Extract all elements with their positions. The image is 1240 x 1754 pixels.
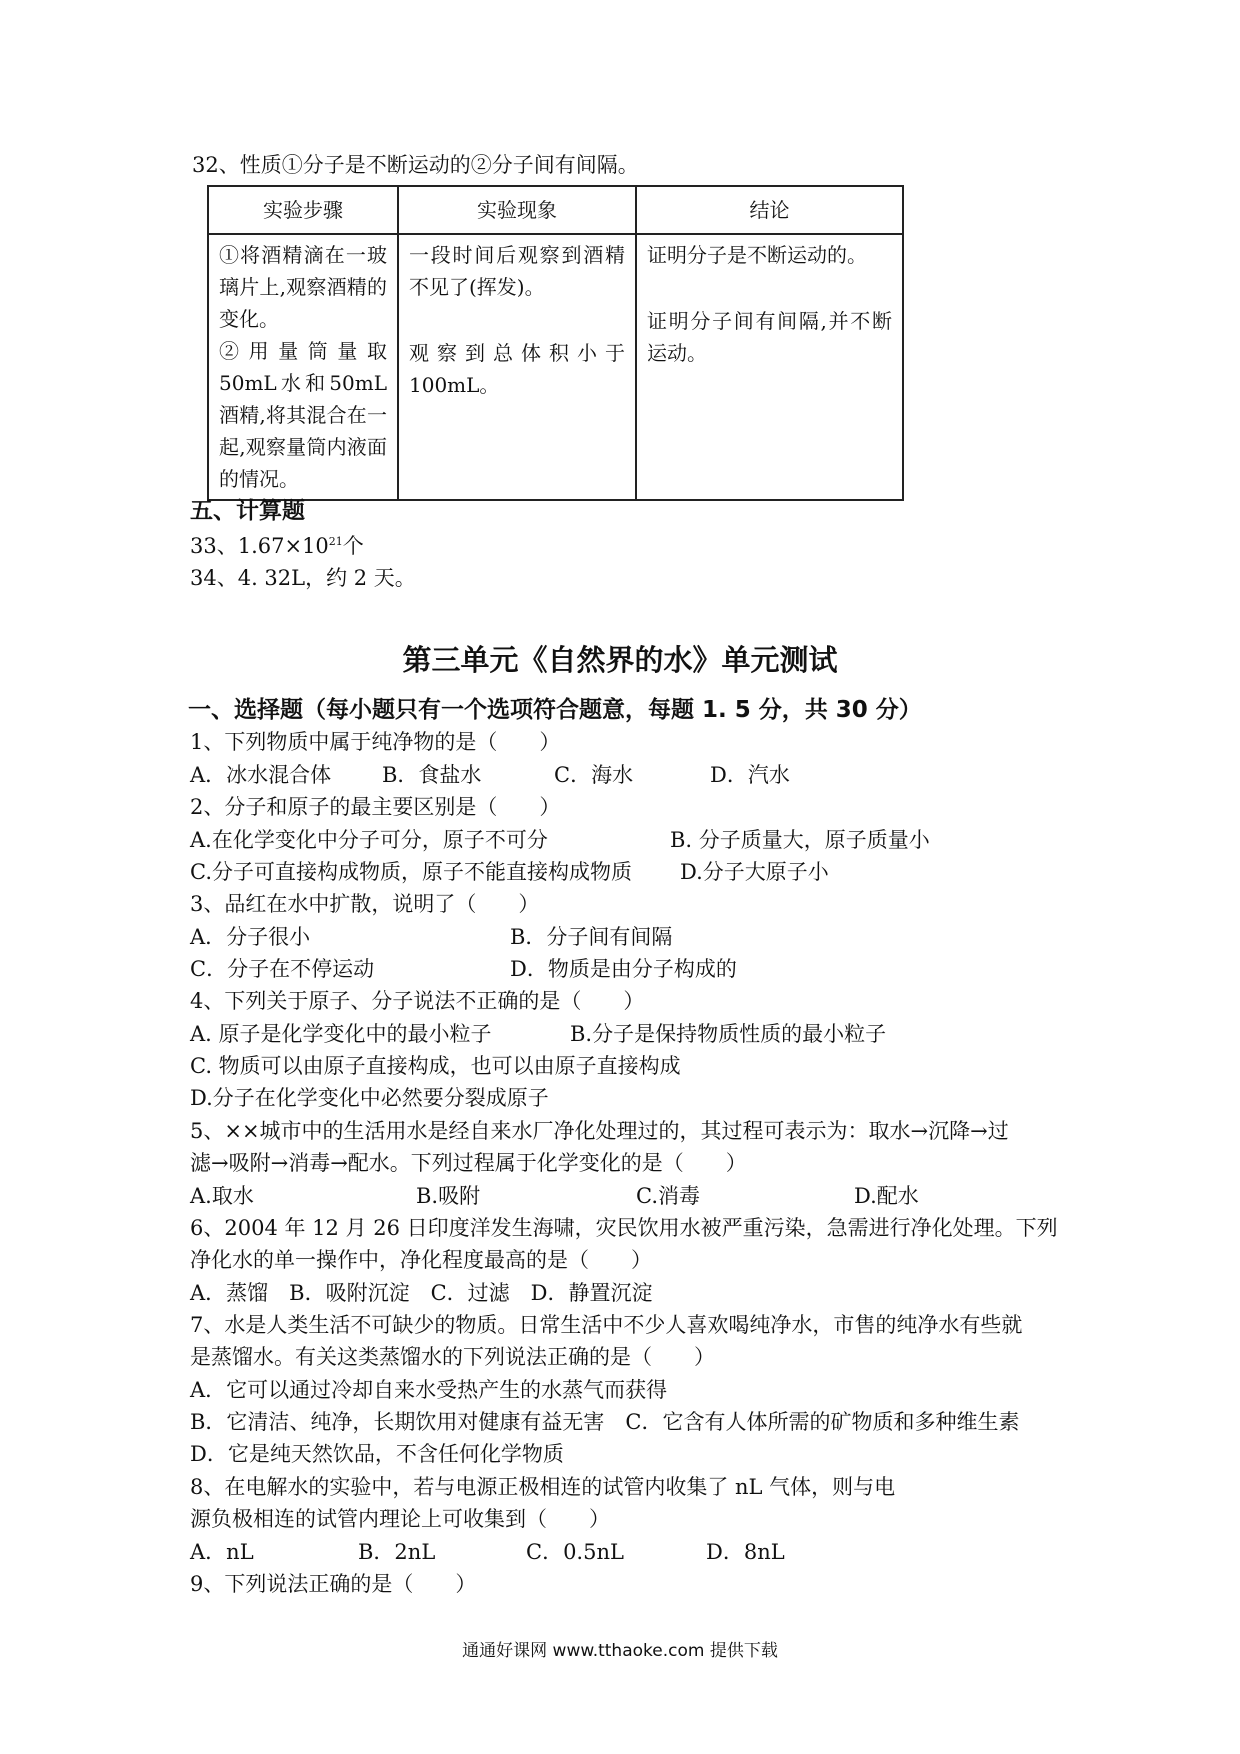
option: B．2nL <box>358 1540 436 1564</box>
q5-options <box>190 1181 919 1211</box>
option: C.消毒 <box>636 1184 700 1208</box>
q3-option-b: B．分子间有间隔 <box>510 925 673 949</box>
q9: 9、下列说法正确的是（ ） <box>190 1572 477 1596</box>
q7-option-a: A．它可以通过冷却自来水受热产生的水蒸气而获得 <box>190 1378 668 1402</box>
q33-unit: 个 <box>342 534 364 558</box>
q5-line-1: 5、××城市中的生活用水是经自来水厂净化处理过的，其过程可表示为：取水→沉降→过 <box>190 1119 1009 1143</box>
q4-option-d: D.分子在化学变化中必然要分裂成原子 <box>190 1086 549 1110</box>
step-1: ①将酒精滴在一玻璃片上,观察酒精的变化。 <box>219 243 387 331</box>
section-5-heading: 五、计算题 <box>190 498 305 524</box>
option: A．nL <box>190 1540 254 1564</box>
table-header: 结论 <box>636 186 903 234</box>
q8-options <box>190 1537 785 1567</box>
section-1-heading: 一、选择题（每小题只有一个选项符合题意，每题 1. 5 分，共 30 分） <box>188 697 922 723</box>
observations-cell <box>398 234 636 500</box>
q4-option-a: A. 原子是化学变化中的最小粒子 <box>190 1022 492 1046</box>
option: B．食盐水 <box>382 763 482 787</box>
q32-line: 32、性质①分子是不断运动的②分子间有间隔。 <box>192 153 639 177</box>
q2-option-d: D.分子大原子小 <box>680 860 829 884</box>
q4-option-c: C. 物质可以由原子直接构成，也可以由原子直接构成 <box>190 1054 681 1078</box>
option: D．8nL <box>706 1540 785 1564</box>
q3-option-c: C．分子在不停运动 <box>190 957 375 981</box>
q7-line-2: 是蒸馏水。有关这类蒸馏水的下列说法正确的是（ ） <box>190 1345 715 1369</box>
footer-text: 通通好课网 www.tthaoke.com 提供下载 <box>462 1641 778 1661</box>
experiment-table <box>207 185 904 501</box>
option: C．0.5nL <box>526 1540 624 1564</box>
table-header: 实验现象 <box>398 186 636 234</box>
q1: 1、下列物质中属于纯净物的是（ ） <box>190 730 561 754</box>
q1-options <box>190 760 790 790</box>
option: D．汽水 <box>710 763 790 787</box>
observation-1: 一段时间后观察到酒精不见了(挥发)。 <box>409 243 625 299</box>
steps-cell <box>208 234 398 500</box>
q3-option-a: A．分子很小 <box>190 925 311 949</box>
q2: 2、分子和原子的最主要区别是（ ） <box>190 795 561 819</box>
table-row <box>208 234 903 500</box>
q8-line-1: 8、在电解水的实验中，若与电源正极相连的试管内收集了 nL 气体，则与电 <box>190 1475 896 1499</box>
q34-line: 34、4. 32L，约 2 天。 <box>190 566 416 590</box>
q33-exponent: 21 <box>328 535 343 548</box>
q4: 4、下列关于原子、分子说法不正确的是（ ） <box>190 989 645 1013</box>
conclusion-2: 证明分子间有间隔,并不断运动。 <box>647 309 892 365</box>
option: C．海水 <box>554 763 634 787</box>
q2-option-c: C.分子可直接构成物质，原子不能直接构成物质 <box>190 860 632 884</box>
q33-line <box>190 531 364 561</box>
q8-line-2: 源负极相连的试管内理论上可收集到（ ） <box>190 1507 610 1531</box>
conclusion-1: 证明分子是不断运动的。 <box>647 243 867 267</box>
conclusions-cell <box>636 234 903 500</box>
q2-option-a: A.在化学变化中分子可分，原子不可分 <box>190 828 548 852</box>
observation-2: 观察到总体积小于100mL。 <box>409 341 625 397</box>
q7-option-d: D．它是纯天然饮品，不含任何化学物质 <box>190 1442 564 1466</box>
option: D.配水 <box>854 1184 919 1208</box>
q6-options: A．蒸馏 B．吸附沉淀 C．过滤 D．静置沉淀 <box>190 1281 653 1305</box>
table-header-row <box>208 186 903 234</box>
q3-option-d: D．物质是由分子构成的 <box>510 957 737 981</box>
option: A.取水 <box>190 1184 254 1208</box>
q7-option-bc: B．它清洁、纯净，长期饮用对健康有益无害 C．它含有人体所需的矿物质和多种维生素 <box>190 1410 1020 1434</box>
q2-option-b: B. 分子质量大，原子质量小 <box>670 828 930 852</box>
q6-line-2: 净化水的单一操作中，净化程度最高的是（ ） <box>190 1248 652 1272</box>
test-title: 第三单元《自然界的水》单元测试 <box>402 643 838 677</box>
q33-text: 33、1.67×10 <box>190 534 329 558</box>
q3: 3、品红在水中扩散，说明了（ ） <box>190 892 540 916</box>
option: A．冰水混合体 <box>190 763 332 787</box>
step-2: ②用量筒量取50mL水和50mL酒精,将其混合在一起,观察量筒内液面的情况。 <box>219 339 387 491</box>
q6-line-1: 6、2004 年 12 月 26 日印度洋发生海啸，灾民饮用水被严重污染，急需进行净化处理。下列 <box>190 1216 1058 1240</box>
q4-option-b: B.分子是保持物质性质的最小粒子 <box>570 1022 887 1046</box>
table-header: 实验步骤 <box>208 186 398 234</box>
q5-line-2: 滤→吸附→消毒→配水。下列过程属于化学变化的是（ ） <box>190 1151 747 1175</box>
q7-line-1: 7、水是人类生活不可缺少的物质。日常生活中不少人喜欢喝纯净水，市售的纯净水有些就 <box>190 1313 1023 1337</box>
option: B.吸附 <box>416 1184 481 1208</box>
